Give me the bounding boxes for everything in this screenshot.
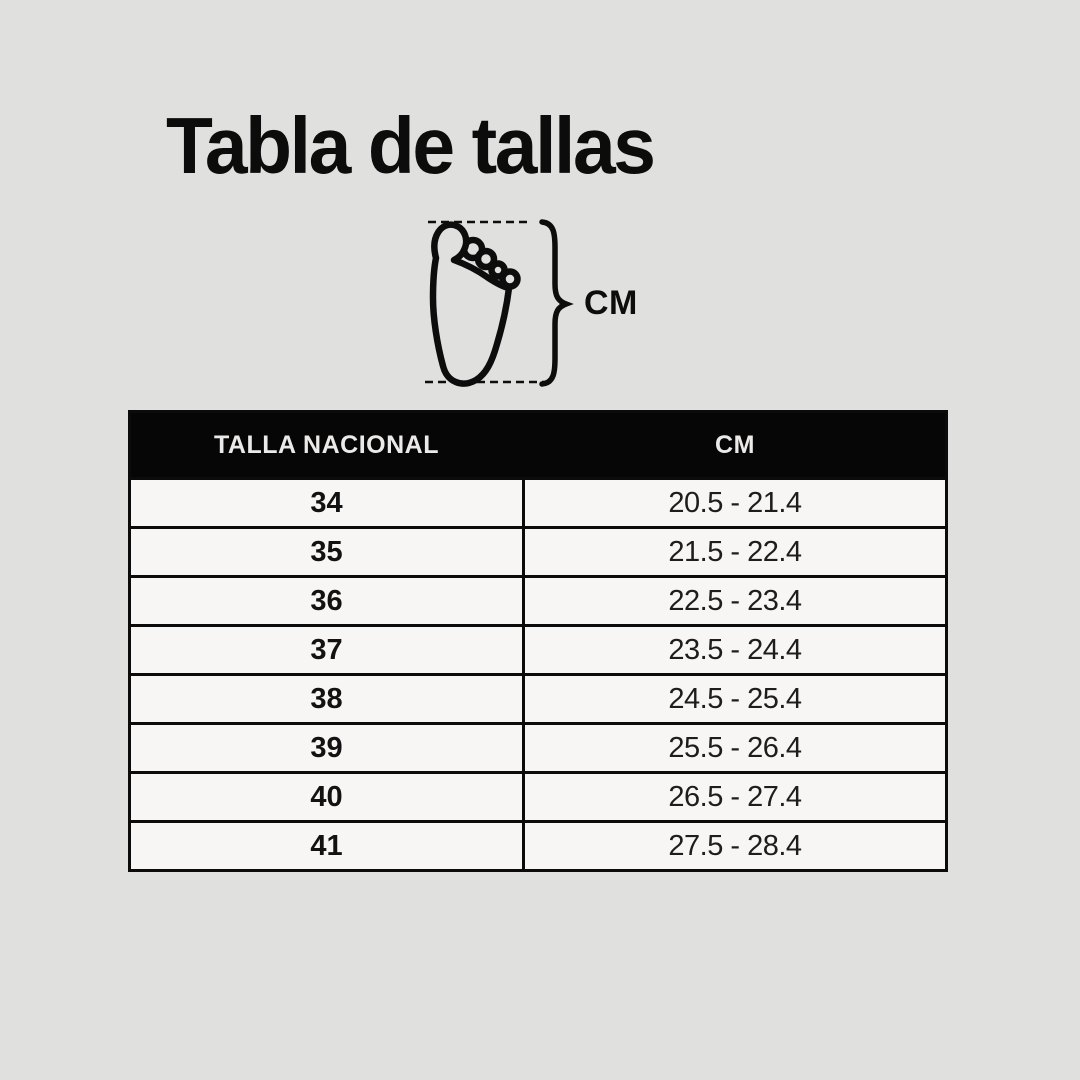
foot-sole-icon (433, 225, 518, 384)
table-row (131, 771, 945, 820)
cm-value: 21.5 - 22.4 (668, 535, 802, 568)
header-label-cm: CM (715, 430, 755, 459)
size-value: 39 (310, 731, 343, 764)
cm-value: 25.5 - 26.4 (668, 731, 802, 764)
size-cell (131, 578, 525, 624)
cm-cell (525, 725, 945, 771)
page-title: Tabla de tallas (166, 101, 654, 190)
cm-cell (525, 676, 945, 722)
size-value: 35 (310, 535, 343, 568)
size-table (128, 410, 948, 872)
table-row (131, 526, 945, 575)
cm-value: 20.5 - 21.4 (668, 486, 802, 519)
foot-measurement-figure (420, 212, 680, 392)
cm-cell (525, 578, 945, 624)
size-cell (131, 774, 525, 820)
size-cell (131, 529, 525, 575)
unit-label: CM (584, 284, 638, 322)
size-value: 38 (310, 682, 343, 715)
cm-cell (525, 823, 945, 869)
size-cell (131, 480, 525, 526)
header-label-size: TALLA NACIONAL (213, 430, 439, 459)
foot-measurement-diagram (420, 212, 580, 392)
size-value: 37 (310, 633, 343, 666)
table-row (131, 673, 945, 722)
table-row (131, 575, 945, 624)
header-cell-cm (525, 413, 945, 477)
size-cell (131, 627, 525, 673)
size-cell (131, 676, 525, 722)
size-cell (131, 823, 525, 869)
size-value: 36 (310, 584, 343, 617)
cm-cell (525, 480, 945, 526)
size-cell (131, 725, 525, 771)
table-header-row (131, 413, 945, 477)
cm-cell (525, 627, 945, 673)
table-row (131, 722, 945, 771)
size-value: 34 (310, 486, 343, 519)
table-row (131, 624, 945, 673)
size-value: 40 (310, 780, 343, 813)
table-row (131, 477, 945, 526)
cm-value: 22.5 - 23.4 (668, 584, 802, 617)
cm-value: 23.5 - 24.4 (668, 633, 802, 666)
cm-cell (525, 774, 945, 820)
table-row (131, 820, 945, 869)
cm-value: 27.5 - 28.4 (668, 829, 802, 862)
cm-value: 26.5 - 27.4 (668, 780, 802, 813)
size-value: 41 (310, 829, 343, 862)
curly-brace-icon (542, 222, 566, 384)
cm-value: 24.5 - 25.4 (668, 682, 802, 715)
cm-cell (525, 529, 945, 575)
header-cell-size (131, 413, 525, 477)
